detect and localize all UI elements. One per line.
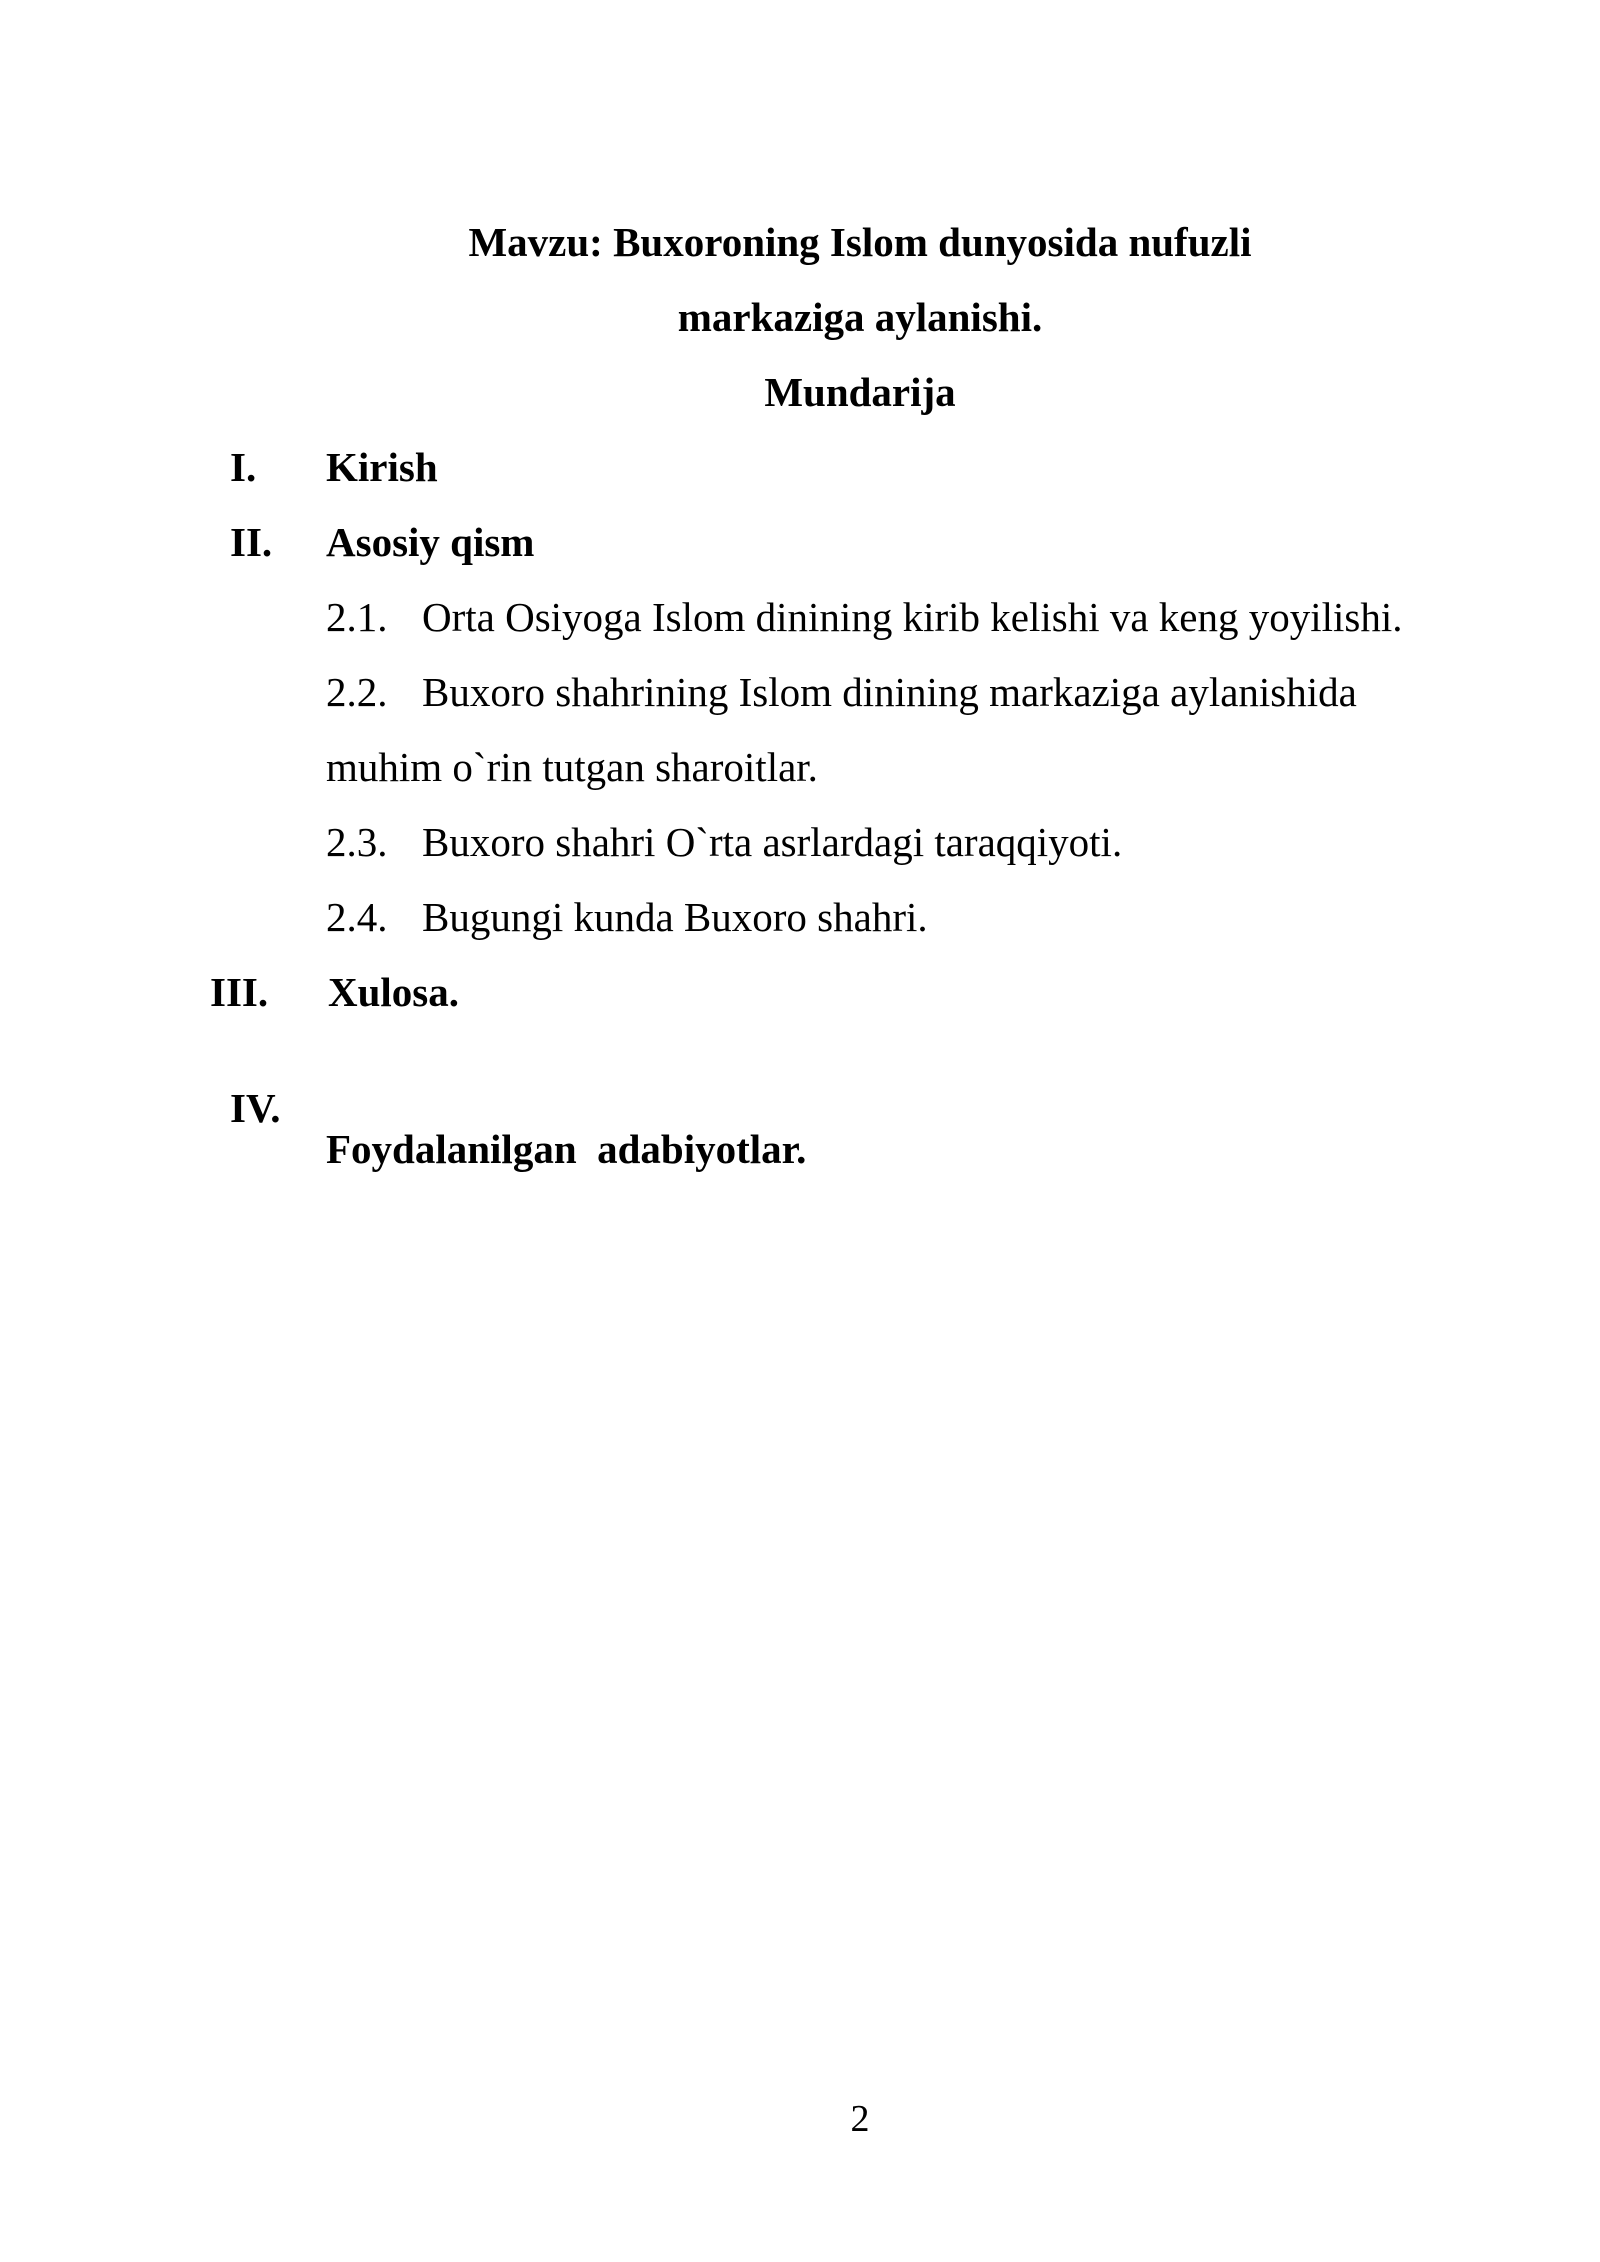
toc-section-4 xyxy=(0,1047,807,1211)
toc-section-label: Asosiy qism xyxy=(326,519,535,565)
toc-subsection-number: 2.1. xyxy=(326,594,388,640)
toc-section-number: I. xyxy=(230,444,257,490)
toc-subsection-2-2-continuation: muhim o`rin tutgan sharoitlar. xyxy=(326,744,818,790)
page-number: 2 xyxy=(850,2098,870,2140)
toc-subsection-number: 2.4. xyxy=(326,894,388,940)
toc-section-number: IV. xyxy=(230,1085,281,1131)
toc-subsection-label: Bugungi kunda Buxoro shahri. xyxy=(422,894,928,940)
toc-section-label: Xulosa. xyxy=(328,969,460,1015)
toc-section-label: Kirish xyxy=(326,444,438,490)
toc-section-number: II. xyxy=(230,519,273,565)
toc-subsection-label: Buxoro shahri O`rta asrlardagi taraqqiyoti. xyxy=(422,819,1123,865)
title-line-2: markaziga aylanishi. xyxy=(677,294,1043,340)
title-line-1: Mavzu: Buxoroning Islom dunyosida nufuzli xyxy=(468,219,1252,265)
toc-heading: Mundarija xyxy=(764,369,956,415)
toc-subsection-number: 2.2. xyxy=(326,669,388,715)
toc-subsection-label: Orta Osiyoga Islom dinining kirib kelishi va keng yoyilishi. xyxy=(422,594,1403,640)
toc-section-number: III. xyxy=(210,969,269,1015)
toc-subsection-number: 2.3. xyxy=(326,819,388,865)
toc-section-label: Foydalanilgan adabiyotlar. xyxy=(326,1126,807,1172)
toc-subsection-label: Buxoro shahrining Islom dinining markaziga aylanishida xyxy=(422,669,1357,715)
